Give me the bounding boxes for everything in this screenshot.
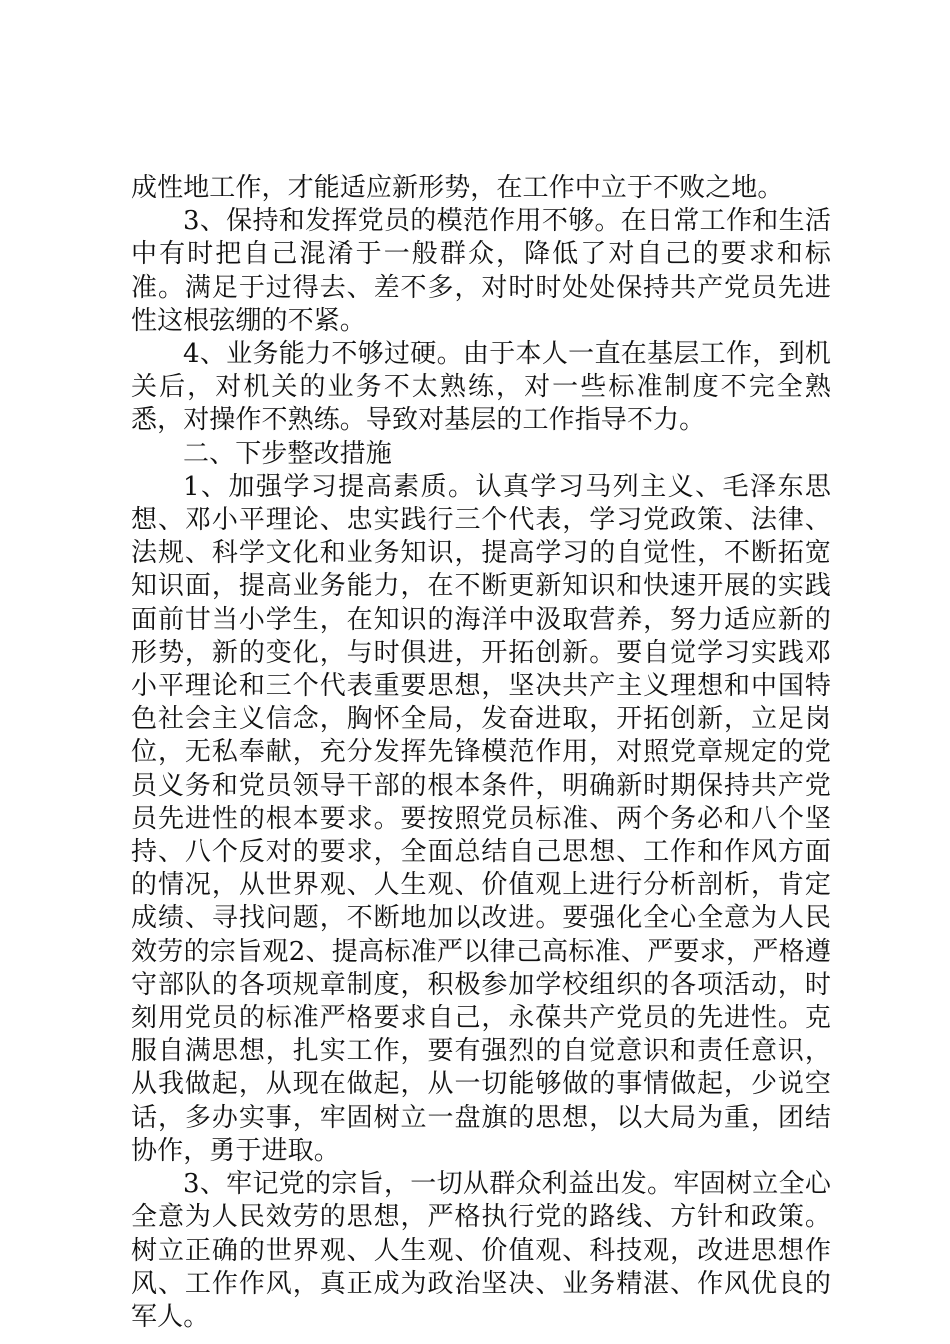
paragraph-item-3-exemplary-role: 3、保持和发挥党员的模范作用不够。在日常工作和生活中有时把自己混淆于一般群众，降低了对自己的要求和标准。满足于过得去、差不多，对时时处处保持共产党员先进性这根弦绷的不紧。 bbox=[131, 206, 831, 336]
paragraph-continuation: 成性地工作，才能适应新形势，在工作中立于不败之地。 bbox=[131, 173, 784, 203]
paragraph-item-4-business-ability: 4、业务能力不够过硬。由于本人一直在基层工作，到机关后，对机关的业务不太熟练，对一些标准制度不完全熟悉，对操作不熟练。导致对基层的工作指导不力。 bbox=[131, 339, 831, 436]
paragraph-measure-1-study: 1、加强学习提高素质。认真学习马列主义、毛泽东思想、邓小平理论、忠实践行三个代表，学习党政策、法律、法规、科学文化和业务知识，提高学习的自觉性，不断拓宽知识面，提高业务能力，在不断更新知识和快速开展的实践面前甘当小学生，在知识的海洋中汲取营养，努力适应新的形势，新的变化，与时俱进，开拓创新。要自觉学习实践邓小平理论和三个代表重要思想，坚决共产主义理想和中国特色社会主义信念，胸怀全局，发奋进取，开拓创新，立足岗位，无私奉献，充分发挥先锋模范作用，对照党章规定的党员义务和党员领导干部的根本条件，明确新时期保持共产党员先进性的根本要求。要按照党员标准、两个务必和八个坚持、八个反对的要求，全面总结自己思想、工作和作风方面的情况，从世界观、人生观、价值观上进行分析剖析，肯定成绩、寻找问题，不断地加以改进。要强化全心全意为人民效劳的宗旨观2、提高标准严以律己高标准、严要求，严格遵守部队的各项规章制度，积极参加学校组织的各项活动，时刻用党员的标准严格要求自己，永葆共产党员的先进性。克服自满思想，扎实工作，要有强烈的自觉意识和责任意识，从我做起，从现在做起，从一切能够做的事情做起，少说空话，多办实事，牢固树立一盘旗的思想，以大局为重，团结协作，勇于进取。 bbox=[131, 471, 831, 1166]
document-body bbox=[131, 172, 831, 1334]
section-heading-rectification: 二、下步整改措施 bbox=[183, 438, 392, 469]
paragraph-measure-3-purpose: 3、牢记党的宗旨，一切从群众利益出发。牢固树立全心全意为人民效劳的思想，严格执行党的路线、方针和政策。树立正确的世界观、人生观、价值观、科技观，改进思想作风、工作作风，真正成为政治坚决、业务精湛、作风优良的军人。 bbox=[131, 1169, 831, 1332]
